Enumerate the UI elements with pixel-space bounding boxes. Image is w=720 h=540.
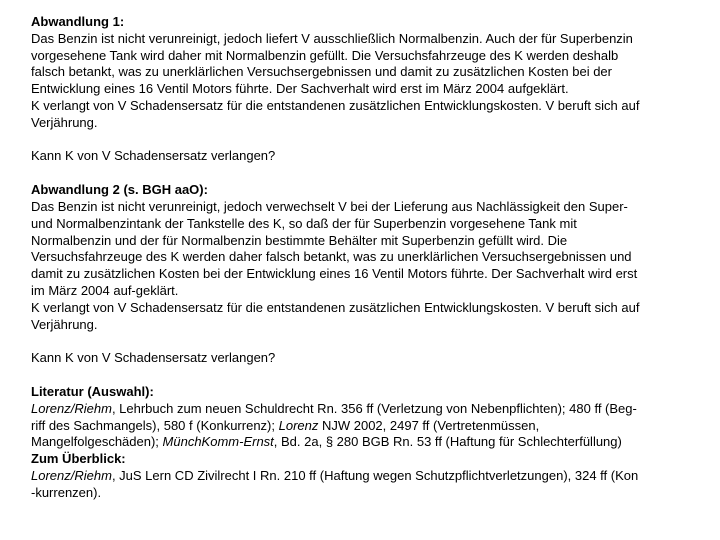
literature-line — [31, 468, 691, 485]
section-1-heading: Abwandlung 1: — [31, 14, 125, 29]
citation-text: , JuS Lern CD Zivilrecht I Rn. 210 ff (Haftung wegen Schutzpflichtverletzungen), 324 ff (Kon — [111, 467, 639, 483]
literature-line — [31, 418, 691, 435]
literature-heading: Literatur (Auswahl): — [31, 383, 154, 399]
author-name: Lorenz/Riehm — [31, 467, 112, 483]
section-2-line: Versuchsfahrzeuge des K werden daher falsch betankt, was zu unerklärlichen Versuchsergebnissen und — [31, 249, 632, 265]
section-1-line: falsch betankt, was zu unerklärlichen Versuchsergebnissen und damit zu zusätzlichen Kosten bei der — [31, 64, 612, 80]
section-2-line: damit zu zusätzlichen Kosten bei der Entwicklung eines 16 Ventil Motors führte. Der Sachverhalt wird erst — [31, 266, 638, 282]
literature-line: -kurrenzen). — [31, 484, 102, 500]
literature-line — [31, 434, 691, 451]
citation-text: , Bd. 2a, § 280 BGB Rn. 53 ff (Haftung für Schlechterfüllung) — [273, 434, 622, 450]
spacer — [31, 132, 691, 149]
document-page — [31, 14, 691, 502]
section-1-line: K verlangt von V Schadensersatz für die entstandenen zusätzlichen Entwicklungskosten. V beruft sich auf — [31, 97, 640, 113]
section-abwandlung-1 — [31, 14, 691, 165]
section-2-line: K verlangt von V Schadensersatz für die entstandenen zusätzlichen Entwicklungskosten. V beruft sich auf — [31, 299, 640, 315]
section-1-question: Kann K von V Schadensersatz verlangen? — [31, 148, 276, 164]
section-1-line: vorgesehene Tank wird daher mit Normalbenzin gefüllt. Die Versuchsfahrzeuge des K werden deshalb — [31, 47, 619, 63]
citation-text: , Lehrbuch zum neuen Schuldrecht Rn. 356 ff (Verletzung von Nebenpflichten); 480 ff (Beg- — [111, 400, 637, 416]
citation-text: NJW 2002, 2497 ff (Vertretenmüssen, — [318, 417, 540, 433]
section-1-line: Verjährung. — [31, 114, 98, 130]
citation-text: Mangelfolgeschäden); — [31, 434, 163, 450]
section-2-question: Kann K von V Schadensersatz verlangen? — [31, 350, 276, 366]
section-2-line: und Normalbenzintank der Tankstelle des K, so daß der für Superbenzin vorgesehene Tank mit — [31, 215, 577, 231]
spacer — [31, 165, 691, 182]
author-name: Lorenz — [278, 417, 319, 433]
section-2-line: Verjährung. — [31, 316, 98, 332]
spacer — [31, 367, 691, 384]
section-abwandlung-2 — [31, 182, 691, 367]
literature-section — [31, 384, 691, 502]
section-1-line: Das Benzin ist nicht verunreinigt, jedoch liefert V ausschließlich Normalbenzin. Auch der für Superbenzin — [31, 30, 633, 46]
spacer — [31, 333, 691, 350]
author-name: Lorenz/Riehm — [31, 400, 112, 416]
section-2-heading: Abwandlung 2 (s. BGH aaO): — [31, 182, 208, 198]
section-1-line: Entwicklung eines 16 Ventil Motors führte. Der Sachverhalt wird erst im März 2004 aufgeklärt. — [31, 81, 569, 97]
section-2-line: Normalbenzin und der für Normalbenzin bestimmte Behälter mit Superbenzin gefüllt wird. Die — [31, 232, 568, 248]
overview-heading: Zum Überblick: — [31, 451, 126, 467]
citation-text: riff des Sachmangels), 580 f (Konkurrenz); — [31, 417, 279, 433]
section-2-line: im März 2004 auf-geklärt. — [31, 282, 179, 298]
literature-line — [31, 401, 691, 418]
author-name: MünchKomm-Ernst — [162, 434, 274, 450]
section-2-line: Das Benzin ist nicht verunreinigt, jedoch verwechselt V bei der Lieferung aus Nachlässigkeit den Super- — [31, 198, 628, 214]
